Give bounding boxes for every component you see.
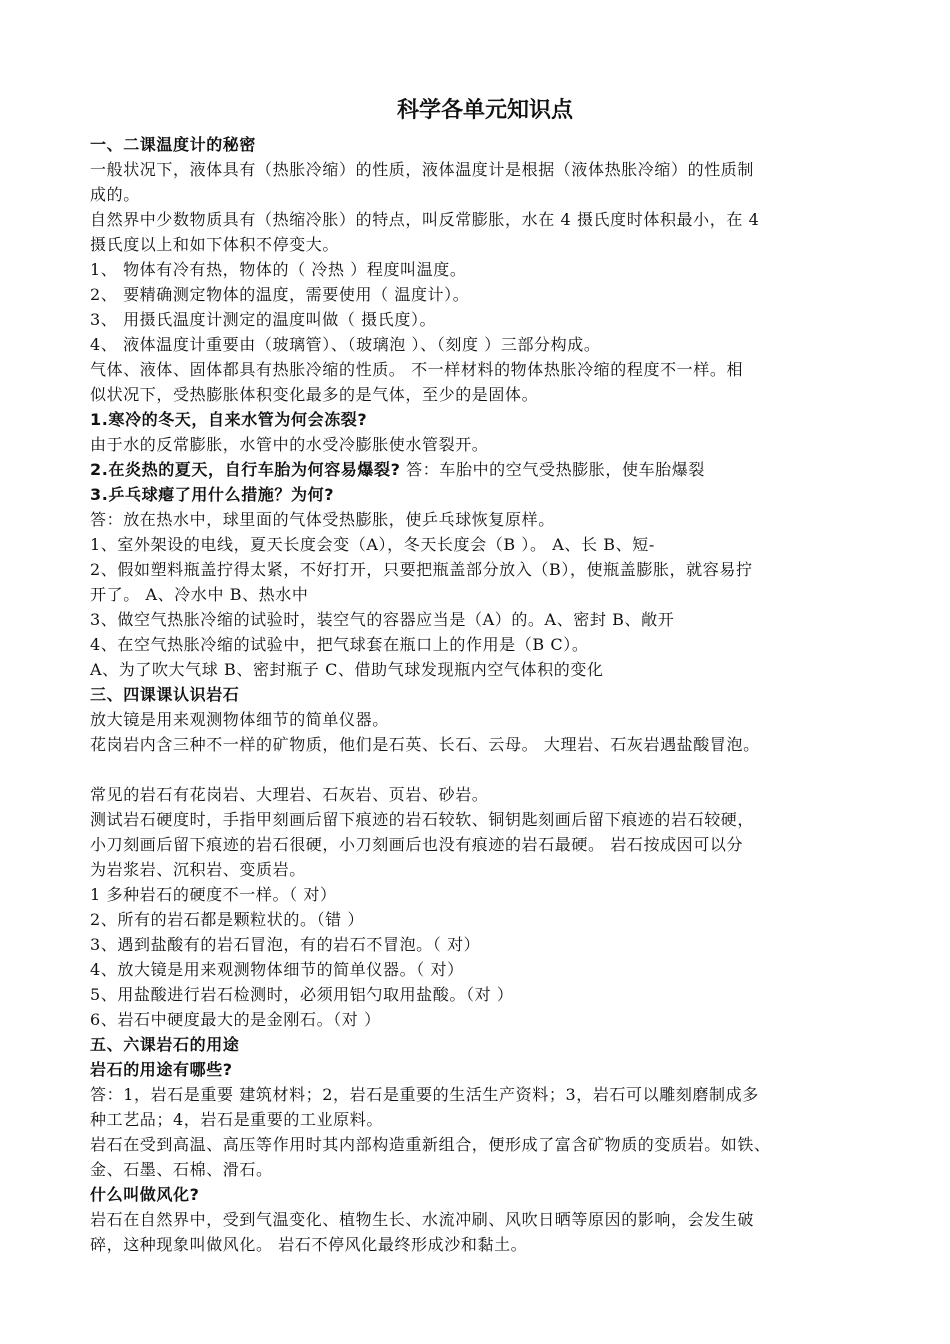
heading-text: 一、二课温度计的秘密 [90, 135, 257, 154]
heading-line [90, 1182, 880, 1207]
heading-line [90, 457, 880, 482]
heading-line [90, 1057, 880, 1082]
text-line: 花岗岩内含三种不一样的矿物质，他们是石英、长石、云母。 大理岩、石灰岩遇盐酸冒泡。 [90, 735, 760, 754]
text-line: 开了。 A、冷水中 B、热水中 [90, 585, 309, 604]
text-line: 种工艺品；4，岩石是重要的工业原料。 [90, 1110, 383, 1129]
page-title: 科学各单元知识点 [396, 98, 573, 123]
text-line: 成的。 [90, 185, 140, 204]
heading-text: 1.寒冷的冬天，自来水管为何会冻裂? [90, 410, 368, 429]
text-line: 3、遇到盐酸有的岩石冒泡，有的岩石不冒泡。（ 对） [90, 935, 481, 954]
heading-text: 3.乒乓球瘪了用什么措施？为何? [90, 485, 335, 504]
heading-line [90, 407, 880, 432]
heading-text: 三、四课课认识岩石 [90, 685, 240, 704]
text-line: 由于水的反常膨胀，水管中的水受冷膨胀使水管裂开。 [90, 435, 489, 454]
text-line: 2、假如塑料瓶盖拧得太紧，不好打开，只要把瓶盖部分放入（B），使瓶盖膨胀，就容易拧 [90, 560, 753, 579]
text-line: A、为了吹大气球 B、密封瓶子 C、借助气球发现瓶内空气体积的变化 [90, 660, 604, 679]
text-line: 5、用盐酸进行岩石检测时，必须用铝勺取用盐酸。（对 ） [90, 985, 514, 1004]
text-line: 1、 物体有冷有热，物体的（ 冷热 ）程度叫温度。 [90, 260, 467, 279]
heading-text: 2.在炎热的夏天，自行车胎为何容易爆裂? [90, 460, 401, 479]
heading-text: 岩石的用途有哪些? [90, 1060, 233, 1079]
blank-line [90, 757, 880, 782]
heading-text: 五、六课岩石的用途 [90, 1035, 240, 1054]
text-line: 气体、液体、固体都具有热胀冷缩的性质。 不一样材料的物体热胀冷缩的程度不一样。相 [90, 360, 744, 379]
text-line: 1、室外架设的电线，夏天长度会变（A），冬天长度会（B ）。 A、长 B、短- [90, 535, 655, 554]
text-line: 似状况下，受热膨胀体积变化最多的是气体，至少的是固体。 [90, 385, 539, 404]
text-line: 摄氏度以上和如下体积不停变大。 [90, 235, 340, 254]
heading-line [90, 682, 880, 707]
text-line: 碎，这种现象叫做风化。 岩石不停风化最终形成沙和黏土。 [90, 1235, 528, 1254]
text-line: 答：放在热水中，球里面的气体受热膨胀，使乒乓球恢复原样。 [90, 510, 555, 529]
text-line: 岩石在自然界中，受到气温变化、植物生长、水流冲刷、风吹日晒等原因的影响，会发生破 [90, 1210, 755, 1229]
text-line: 测试岩石硬度时，手指甲刻画后留下痕迹的岩石较软、铜钥匙刻画后留下痕迹的岩石较硬， [90, 810, 755, 829]
text-line: 2、 要精确测定物体的温度，需要使用（ 温度计）。 [90, 285, 470, 304]
text-line: 常见的岩石有花岗岩、大理岩、石灰岩、页岩、砂岩。 [90, 785, 489, 804]
text-line: 3、 用摄氏温度计测定的温度叫做（ 摄氏度）。 [90, 310, 437, 329]
text-line: 4、放大镜是用来观测物体细节的简单仪器。（ 对） [90, 960, 464, 979]
heading-line [90, 132, 880, 157]
heading-text: 什么叫做风化? [90, 1185, 200, 1204]
text-line: 1 多种岩石的硬度不一样。（ 对） [90, 885, 337, 904]
text-line: 4、在空气热胀冷缩的试验中，把气球套在瓶口上的作用是（B C）。 [90, 635, 589, 654]
text-line: 放大镜是用来观测物体细节的简单仪器。 [90, 710, 389, 729]
text-line: 小刀刻画后留下痕迹的岩石很硬，小刀刻画后也没有痕迹的岩石最硬。 岩石按成因可以分 [90, 835, 744, 854]
heading-line [90, 1032, 880, 1057]
text-line: 2、所有的岩石都是颗粒状的。（错 ） [90, 910, 365, 929]
text-line: 一般状况下，液体具有（热胀冷缩）的性质，液体温度计是根据（液体热胀冷缩）的性质制 [90, 160, 755, 179]
text-line: 答：1，岩石是重要 建筑材料；2，岩石是重要的生活生产资料；3，岩石可以雕刻磨制成多 [90, 1085, 759, 1104]
text-line: 为岩浆岩、沉积岩、变质岩。 [90, 860, 306, 879]
heading-line [90, 482, 880, 507]
text-line: 4、 液体温度计重要由（玻璃管）、（玻璃泡 ）、（刻度 ）三部分构成。 [90, 335, 601, 354]
document-body [90, 132, 880, 1257]
text-line: 6、岩石中硬度最大的是金刚石。（对 ） [90, 1010, 381, 1029]
text-line: 3、做空气热胀冷缩的试验时，装空气的容器应当是（A）的。A、密封 B、敞开 [90, 610, 675, 629]
text-line: 金、石墨、石棉、滑石。 [90, 1160, 273, 1179]
text-line: 岩石在受到高温、高压等作用时其内部构造重新组合，便形成了富含矿物质的变质岩。如铁、 [90, 1135, 771, 1154]
text-line: 自然界中少数物质具有（热缩冷胀）的特点，叫反常膨胀，水在 4 摄氏度时体积最小，在 4 [90, 210, 760, 229]
answer-text: 答：车胎中的空气受热膨胀，使车胎爆裂 [400, 460, 705, 479]
